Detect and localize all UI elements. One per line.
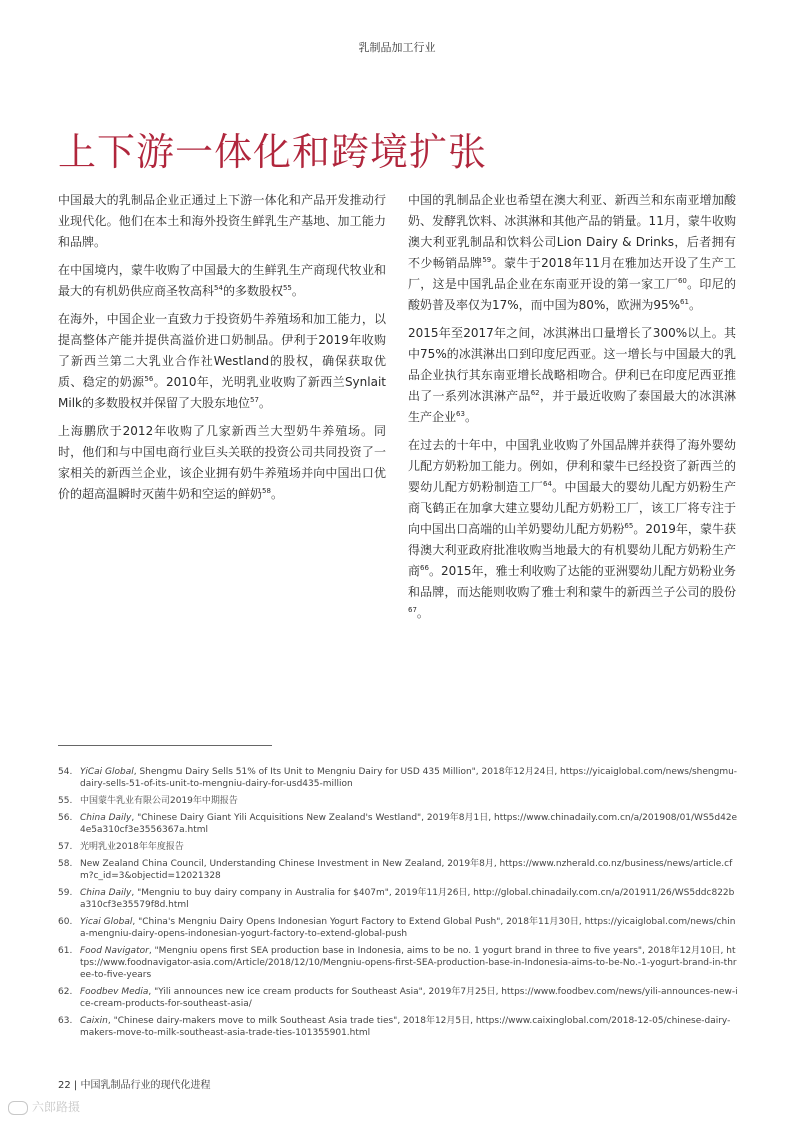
footnote-ref[interactable]: 55 [282, 284, 292, 292]
right-column [408, 190, 736, 631]
footnote-ref[interactable]: 54 [214, 284, 223, 292]
footnote-ref[interactable]: 58 [262, 487, 271, 495]
footnote-item: 61. Food Navigator, "Mengniu opens first SEA production base in Indonesia, aims to be no. 1 yogurt brand in three to five years", 2018年12月10日, https://www.foodnavigator-asia.com/Article/2018/12/10/Mengniu-opens-first-SEA-production-base-in-Indonesia-aims-to-be-No.-1-yogurt-brand-in-three-to-five-years [58, 946, 737, 980]
footnote-item: 59. China Daily, "Mengniu to buy dairy company in Australia for $407m", 2019年11月26日, http://global.chinadaily.com.cn/a/201911/26/WS5ddc822ba310cf3e35579f8d.html [58, 888, 735, 910]
paragraph: 在中国境内，蒙牛收购了中国最大的生鲜乳生产商现代牧业和最大的有机奶供应商圣牧高科$^{54}$的多数股权$^{55}$。 [58, 263, 386, 298]
paragraph: 在海外，中国企业一直致力于投资奶牛养殖场和加工能力，以提高整体产能并提供高溢价进口奶制品。伊利于2019年收购了新西兰第二大乳业合作社Westland的股权，确保获取优质、稳定的奶源$^{56}$。2010年，光明乳业收购了新西兰Synlait Milk的多数股权并保留了大股东地位$^{57}$。 [58, 312, 386, 410]
footnote-ref[interactable]: 63 [456, 410, 465, 418]
watermark-logo-icon [8, 1101, 28, 1115]
footnote-item: 62. Foodbev Media, "Yili announces new ice cream products for Southeast Asia", 2019年7月25日, https://www.foodbev.com/news/yili-announces-new-ice-cream-products-for-southeast-asia/ [58, 987, 738, 1009]
footnotes [58, 766, 738, 1044]
footnote-item: 55. 中国蒙牛乳业有限公司2019年中期报告 [58, 796, 238, 806]
footnote-item: 63. Caixin, "Chinese dairy-makers move to milk Southeast Asia trade ties", 2018年12月5日, https://www.caixinglobal.com/2018-12-05/chinese-dairy-makers-move-to-milk-southeast-asia-trade-ties-101355901.html [58, 1016, 731, 1038]
footnote-divider [58, 745, 272, 746]
paragraph: 上海鹏欣于2012年收购了几家新西兰大型奶牛养殖场。同时，他们和与中国电商行业巨头关联的投资公司共同投资了一家相关的新西兰企业，该企业拥有奶牛养殖场并向中国出口优价的超高温瞬时灭菌牛奶和空运的鲜奶$^{58}$。 [58, 424, 386, 501]
footnote-ref[interactable]: 59 [482, 256, 492, 264]
running-header: 乳制品加工行业 [358, 41, 436, 54]
footnote-ref[interactable]: 64 [542, 480, 552, 488]
footnote-item: 60. Yicai Global, "China's Mengniu Dairy Opens Indonesian Yogurt Factory to Extend Global Push", 2018年11月30日, https://yicaiglobal.com/news/china-mengniu-dairy-opens-indonesian-yogurt-factory-to-extend-global-push [58, 917, 736, 939]
paragraph: 中国最大的乳制品企业正通过上下游一体化和产品开发推动行业现代化。他们在本土和海外投资生鲜乳生产基地、加工能力和品牌。 [58, 193, 386, 249]
footnote-ref[interactable]: 65 [624, 522, 634, 530]
footnote-ref[interactable]: 61 [680, 298, 689, 306]
paragraph: 2015年至2017年之间，冰淇淋出口量增长了300%以上。其中75%的冰淇淋出口到印度尼西亚。这一增长与中国最大的乳品企业执行其东南亚增长战略相吻合。伊利已在印度尼西亚推出了一系列冰淇淋产品$^{62}$，并于最近收购了泰国最大的冰淇淋生产企业$^{63}$。 [408, 326, 736, 424]
paragraph: 中国的乳制品企业也希望在澳大利亚、新西兰和东南亚增加酸奶、发酵乳饮料、冰淇淋和其他产品的销量。11月，蒙牛收购澳大利亚乳制品和饮料公司Lion Dairy & Drinks，后者拥有不少畅销品牌$^{59}$。蒙牛于2018年11月在雅加达开设了生产工厂，这是中国乳品企业在东南亚开设的第一家工厂$^{60}$。印尼的酸奶普及率仅为17%，而中国为80%，欧洲为95%$^{61}$。 [408, 193, 736, 312]
footnote-ref[interactable]: 67 [408, 606, 417, 614]
left-column [58, 190, 386, 512]
footnote-item: 58. New Zealand China Council, Understanding Chinese Investment in New Zealand, 2019年8月, https://www.nzherald.co.nz/business/news/article.cfm?c_id=3&objectid=12021328 [58, 859, 733, 881]
footnote-ref[interactable]: 57 [249, 396, 259, 404]
paragraph: 在过去的十年中，中国乳业收购了外国品牌并获得了海外婴幼儿配方奶粉加工能力。例如，伊利和蒙牛已经投资了新西兰的婴幼儿配方奶粉制造工厂$^{64}$。中国最大的婴幼儿配方奶粉生产商飞鹤正在加拿大建立婴幼儿配方奶粉工厂，该工厂将专注于向中国出口高端的山羊奶婴幼儿配方奶粉$^{65}$。2019年，蒙牛获得澳大利亚政府批准收购当地最大的有机婴幼儿配方奶粉生产商$^{66}$。2015年，雅士利收购了达能的亚洲婴幼儿配方奶粉业务和品牌，而达能则收购了雅士利和蒙牛的新西兰子公司的股份$^{67}$。 [408, 438, 736, 620]
footnote-ref[interactable]: 62 [530, 389, 540, 397]
watermark: 六郎路摄 [8, 1098, 80, 1115]
footnote-ref[interactable]: 60 [677, 277, 687, 285]
footnote-item: 56. China Daily, "Chinese Dairy Giant Yili Acquisitions New Zealand's Westland", 2019年8月1日, https://www.chinadaily.com.cn/a/201908/01/WS5d42e4e5a310cf3e3556367a.html [58, 813, 738, 835]
footnote-item: 57. 光明乳业2018年年度报告 [58, 842, 184, 852]
page-footer: 22 | 中国乳制品行业的现代化进程 [58, 1080, 211, 1091]
footnote-ref[interactable]: 66 [420, 564, 429, 572]
footnote-ref[interactable]: 56 [144, 375, 154, 383]
footnote-item: 54. YiCai Global, Shengmu Dairy Sells 51% of Its Unit to Mengniu Dairy for USD 435 Million", 2018年12月24日, https://yicaiglobal.com/news/shengmu-dairy-sells-51-of-its-unit-to-mengniu-dairy-for-usd435-million [58, 767, 738, 789]
page-title: 上下游一体化和跨境扩张 [58, 130, 488, 175]
